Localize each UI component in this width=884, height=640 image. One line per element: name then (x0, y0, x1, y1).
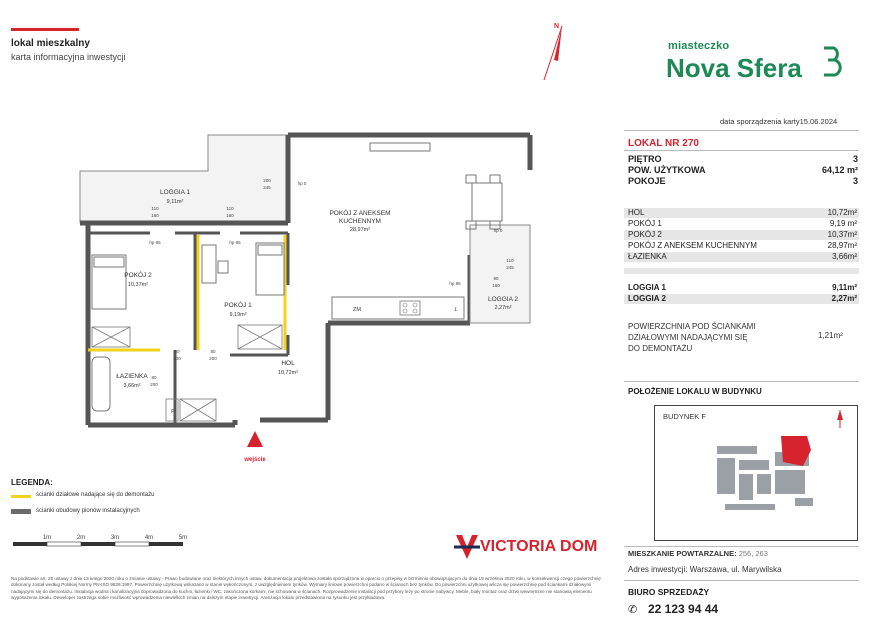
room-name: POKÓJ 1 (628, 219, 662, 228)
dim-label: 245 (506, 265, 514, 270)
divider (624, 546, 859, 547)
loggia-1-area (80, 135, 288, 223)
plan-label-lazienka: ŁAZIENKA (116, 373, 148, 380)
dim-label: hp 85 (229, 240, 241, 245)
legend-title: LEGENDA: (11, 478, 53, 487)
phone-icon: ✆ (628, 604, 638, 616)
floor-label: PIĘTRO (628, 154, 662, 164)
date-line: data sporządzenia karty15.06.2024 (720, 117, 838, 126)
building-plan-icon (655, 406, 857, 540)
inner-walls (88, 233, 288, 425)
loggia-row (624, 283, 859, 293)
area-value: 64,12 m² (821, 165, 858, 175)
loggia-name: LOGGIA 2 (628, 294, 666, 303)
plan-label-pokoj1: POKÓJ 1 (224, 302, 252, 309)
document-title: lokal mieszkalny (11, 38, 90, 49)
building-map (654, 405, 858, 541)
room-row (624, 230, 859, 240)
dim-label: 200 (173, 356, 181, 361)
plan-label-p: P (171, 409, 175, 415)
bathtub (92, 357, 110, 411)
rooms-label: POKOJE (628, 176, 666, 186)
room-row (624, 252, 859, 262)
plan-label-loggia1: LOGGIA 1 (160, 189, 190, 196)
plan-area-loggia1: 9,11m² (166, 199, 184, 205)
scale-label: 2m (76, 535, 86, 541)
floor-plan (70, 125, 540, 475)
plan-label-aneks-2: KUCHENNYM (339, 218, 381, 225)
divider (624, 150, 859, 151)
room-area: 10,37m² (827, 230, 857, 239)
scale-label: 5m (178, 535, 188, 541)
brand-name: VICTORIA DOM (480, 538, 598, 555)
plan-label-hol: HOL (281, 360, 295, 367)
logo-small-text: miasteczko (668, 40, 730, 52)
dim-label: hp 0 (297, 181, 307, 186)
dim-label: 80 (210, 349, 216, 354)
room-area: 28,97m² (827, 241, 857, 250)
room-area: 10,72m² (827, 208, 857, 217)
plan-label-aneks-1: POKÓJ Z ANEKSEM (329, 210, 391, 217)
radiator (370, 143, 430, 151)
bed-room-1 (256, 243, 284, 295)
dim-label: 160 (492, 283, 500, 288)
plan-area-loggia2: 2,27m² (494, 305, 512, 311)
room-area: 9,19 m² (829, 219, 857, 228)
legend-swatch-gray (11, 509, 31, 514)
room-row (624, 241, 859, 251)
divider (624, 130, 859, 131)
dim-label: 80 (174, 349, 180, 354)
dim-label: 200 (263, 178, 271, 183)
room-name: POKÓJ Z ANEKSEM KUCHENNYM (628, 241, 757, 250)
dim-label: hp 0 (493, 228, 503, 233)
legend-swatch-yellow (11, 495, 31, 498)
north-arrow-icon (540, 20, 566, 82)
demolition-text-2: DZIAŁOWYMI NADAJĄCYMI SIĘ (628, 333, 748, 342)
plan-label-pokoj2: POKÓJ 2 (124, 272, 152, 279)
plan-label-loggia2: LOGGIA 2 (488, 296, 518, 303)
sales-title: BIURO SPRZEDAŻY (628, 587, 710, 597)
dim-label: 160 (226, 213, 234, 218)
dim-label: hp 85 (149, 240, 161, 245)
plan-area-hol: 10,72m² (277, 370, 299, 376)
address: Adres inwestycji: Warszawa, ul. Marywilska (628, 565, 782, 574)
room-area: 3,66m² (832, 252, 857, 261)
scale-bar (11, 532, 191, 548)
plan-area-pokoj2: 10,37m² (127, 282, 149, 288)
dim-label: 90 (493, 276, 499, 281)
similar-value: 256, 263 (738, 549, 768, 558)
dim-label: 245 (263, 185, 271, 190)
area-label: POW. UŻYTKOWA (628, 165, 706, 175)
dim-label: hp 85 (449, 281, 461, 286)
scale-label: 4m (144, 535, 154, 541)
logo-mark-icon (820, 44, 842, 78)
plan-area-pokoj1: 9,19m² (229, 312, 247, 318)
kitchen-counter (332, 297, 464, 319)
plan-area-lazienka: 3,66m² (123, 383, 141, 389)
dining-table (466, 175, 502, 229)
loggia-row (624, 294, 859, 304)
header-accent-bar (11, 28, 79, 31)
table-spacer (624, 268, 859, 274)
legend-item-2: ścianki obudowy pionów instalacyjnych (36, 508, 140, 514)
floor-value: 3 (852, 154, 858, 164)
legend-item-1: ścianki działowe nadające się do demontażu (36, 492, 155, 498)
demolition-value: 1,21m² (818, 331, 843, 340)
phone-number[interactable]: 22 123 94 44 (648, 602, 719, 616)
bed-room-2 (92, 255, 126, 309)
dim-label: 80 (151, 375, 157, 380)
room-row (624, 208, 859, 218)
entrance-arrow-icon (247, 431, 263, 447)
document-subtitle: karta informacyjna inwestycji (11, 52, 126, 62)
rooms-value: 3 (852, 176, 858, 186)
demolition-text-1: POWIERZCHNIA POD ŚCIANKAMI (628, 322, 756, 331)
plan-label-l: L (454, 307, 458, 313)
building-name: BUDYNEK F (663, 412, 706, 421)
room-name: ŁAZIENKA (628, 252, 667, 261)
demolition-text-3: DO DEMONTAŻU (628, 344, 693, 353)
dim-label: 200 (150, 382, 158, 387)
legal-footnote: Na podstawie art. 26 ustawy z dnia 13 lutego 2020 roku o zmianie ustawy - Prawo budowlane oraz niektórych innych ustaw, dokumentacja projektowa została sporządzona w oparciu o przepisy w brzmieniu obowiązującym do dnia 19 września 2020 roku, w konsekwencji czego powierzchnię dokonany został według Polskiej Normy PN-ISO 9836:1997. Powierzchnię użytkową wskazano w stanie wykończonym, z uwzględnieniem tynków. Wymiary liniowe powierzchni podano w ścianach bez tynków. Do powierzchni użytkowej wlicza się powierzchnię pod ściankami działowymi nadającymi się do demontażu. Instalacja wodna i kanalizacyjna doprowadzona do kuchni, łazienki i WC, zakończona korkami, nie schowana w ścianach. Rozprowadzenie instalacji pod przybory leży po stronie nabywcy. Meble, biały montaż oraz drzwi wewnętrzne nie stanowią elementu wyposażenia lokalu. Deweloper zastrzega sobie możliwość wprowadzenia niewielkich zmian na dalszym etapie inwestycji. Aranżacja lokalu przedstawiona na rysunku jest przykładowa. (11, 576, 601, 601)
dim-label: 200 (209, 356, 217, 361)
desk-room-1 (202, 245, 228, 283)
plan-area-aneks: 28,97m² (349, 227, 371, 233)
divider (624, 580, 859, 581)
demolition-walls (88, 235, 285, 350)
dim-label: 110 (226, 206, 234, 211)
loggia-name: LOGGIA 1 (628, 283, 666, 292)
scale-label: 1m (42, 535, 52, 541)
loggia-area: 2,27m² (831, 294, 857, 303)
loggia-area: 9,11m² (832, 283, 857, 292)
north-label: N (554, 23, 560, 30)
similar-label: MIESZKANIE POWTARZALNE: (628, 549, 737, 558)
divider (624, 381, 859, 382)
dim-label: 160 (151, 213, 159, 218)
unit-title: LOKAL NR 270 (628, 138, 699, 149)
dim-label: 110 (151, 206, 159, 211)
room-row (624, 219, 859, 229)
victoria-dom-logo-icon (454, 533, 480, 561)
entrance-label: wejście (244, 457, 266, 463)
room-name: HOL (628, 208, 645, 217)
plan-label-zm: ZM (353, 307, 361, 313)
room-name: POKÓJ 2 (628, 230, 662, 239)
scale-label: 3m (110, 535, 120, 541)
dim-label: 110 (506, 258, 514, 263)
logo-big-text: Nova Sfera (666, 53, 802, 83)
similar-line (628, 549, 768, 558)
building-section-title: POŁOŻENIE LOKALU W BUDYNKU (628, 387, 762, 396)
